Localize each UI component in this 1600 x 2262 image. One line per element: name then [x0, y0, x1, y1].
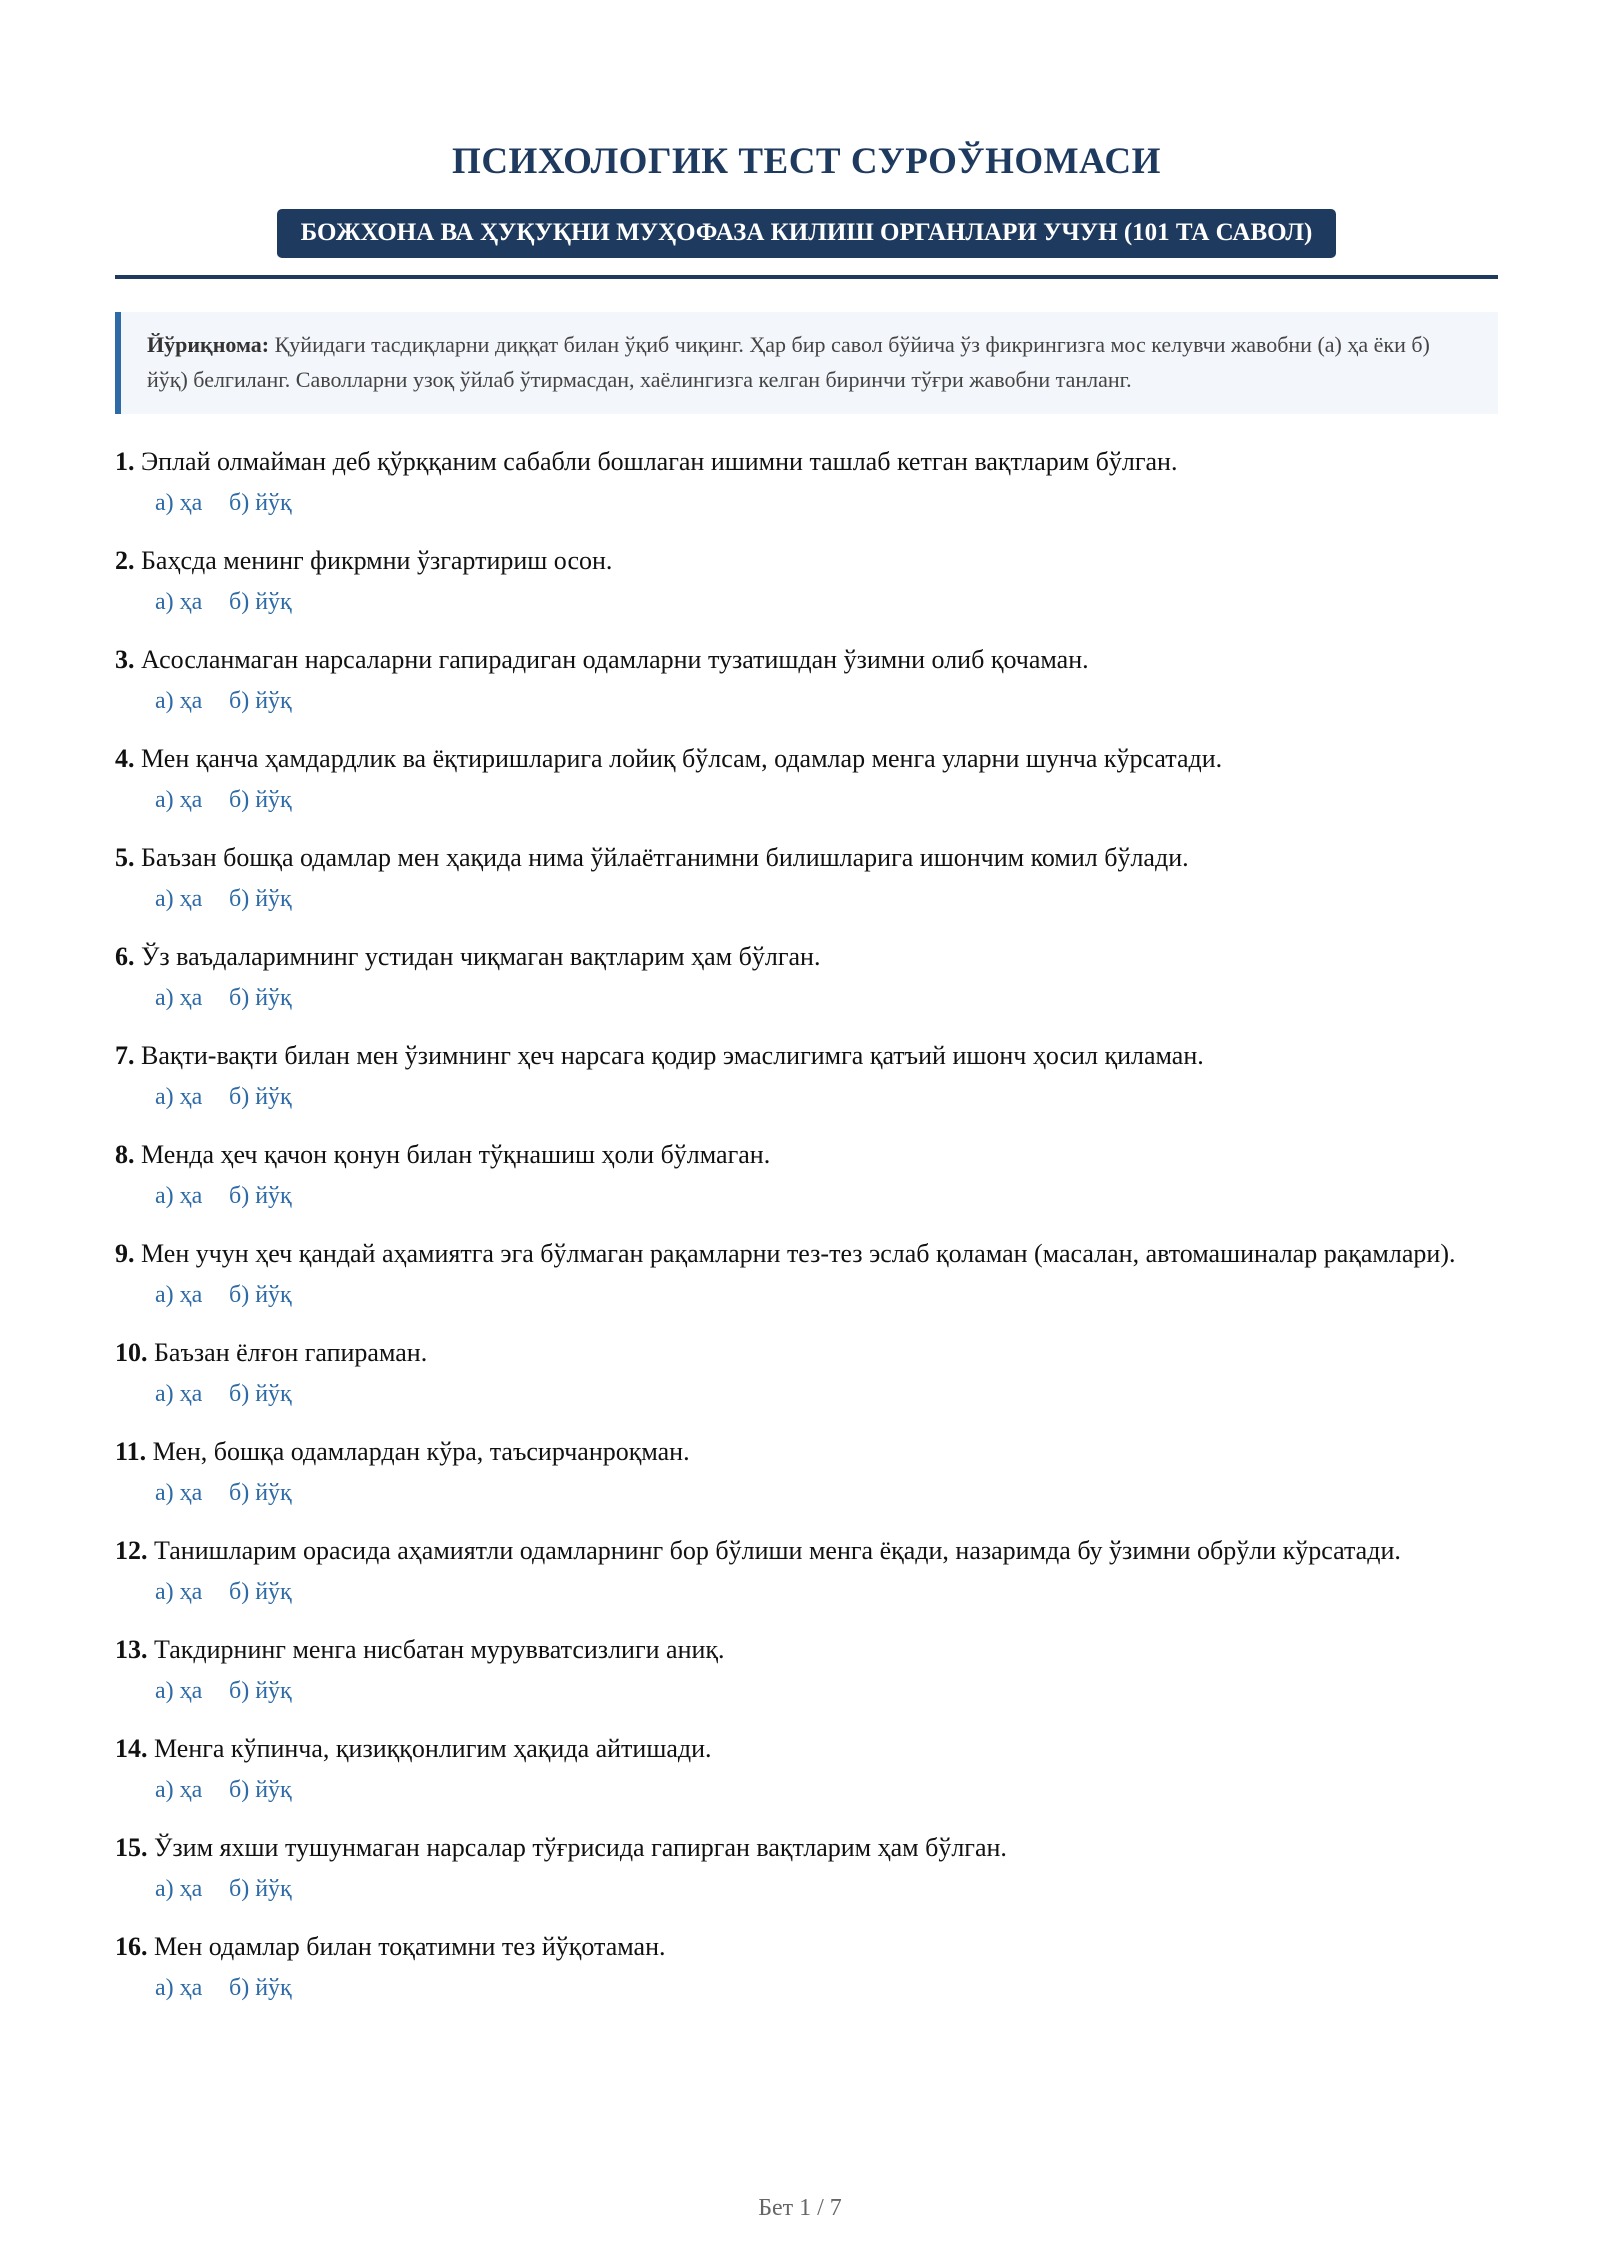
question-statement: Вақти-вақти билан мен ўзимнинг ҳеч нарсага қодир эмаслигимга қатъий ишонч ҳосил қиламан. — [141, 1041, 1204, 1070]
question-statement: Мен одамлар билан тоқатимни тез йўқотаман. — [154, 1932, 666, 1961]
answer-options — [115, 1870, 1498, 1908]
question-text — [115, 1729, 1498, 1769]
answer-options — [115, 880, 1498, 918]
question-item — [115, 1333, 1498, 1413]
answer-option-yes[interactable]: а) ҳа — [155, 886, 203, 912]
answer-options — [115, 1474, 1498, 1512]
question-number: 3. — [115, 645, 135, 674]
subtitle-wrapper — [115, 209, 1498, 258]
answer-option-no[interactable]: б) йўқ — [229, 490, 292, 516]
question-text — [115, 937, 1498, 977]
question-number: 11. — [115, 1437, 147, 1466]
answer-options — [115, 1375, 1498, 1413]
answer-options — [115, 484, 1498, 522]
question-text — [115, 1135, 1498, 1175]
question-text — [115, 1828, 1498, 1868]
question-statement: Менда ҳеч қачон қонун билан тўқнашиш ҳоли бўлмаган. — [141, 1140, 771, 1169]
question-number: 1. — [115, 447, 135, 476]
answer-option-yes[interactable]: а) ҳа — [155, 787, 203, 813]
question-text — [115, 838, 1498, 878]
question-text — [115, 1531, 1498, 1571]
question-statement: Эплай олмайман деб қўрққаним сабабли бошлаган ишимни ташлаб кетган вақтларим бўлган. — [141, 447, 1178, 476]
answer-option-no[interactable]: б) йўқ — [229, 886, 292, 912]
question-item — [115, 739, 1498, 819]
question-item — [115, 1828, 1498, 1908]
question-number: 10. — [115, 1338, 148, 1367]
question-item — [115, 937, 1498, 1017]
answer-options — [115, 1276, 1498, 1314]
question-statement: Мен қанча ҳамдардлик ва ёқтиришларига лойиқ бўлсам, одамлар менга уларни шунча кўрсатади. — [141, 744, 1223, 773]
question-item — [115, 1036, 1498, 1116]
question-number: 6. — [115, 942, 135, 971]
question-statement: Менга кўпинча, қизиққонлигим ҳақида айтишади. — [154, 1734, 712, 1763]
question-text — [115, 1234, 1498, 1274]
question-item — [115, 838, 1498, 918]
answer-options — [115, 682, 1498, 720]
question-text — [115, 1927, 1498, 1967]
answer-options — [115, 1969, 1498, 2007]
question-text — [115, 541, 1498, 581]
answer-option-yes[interactable]: а) ҳа — [155, 1381, 203, 1407]
answer-option-yes[interactable]: а) ҳа — [155, 1183, 203, 1209]
question-text — [115, 1036, 1498, 1076]
answer-options — [115, 583, 1498, 621]
question-statement: Танишларим орасида аҳамиятли одамларнинг бор бўлиши менга ёқади, назаримда бу ўзимни обрўли кўрсатади. — [154, 1536, 1401, 1565]
question-statement: Такдирнинг менга нисбатан мурувватсизлиги аниқ. — [154, 1635, 725, 1664]
question-number: 15. — [115, 1833, 148, 1862]
question-text — [115, 640, 1498, 680]
answer-option-yes[interactable]: а) ҳа — [155, 1480, 203, 1506]
question-number: 16. — [115, 1932, 148, 1961]
instructions-box — [115, 312, 1498, 414]
answer-option-no[interactable]: б) йўқ — [229, 1579, 292, 1605]
answer-option-no[interactable]: б) йўқ — [229, 1975, 292, 2001]
question-item — [115, 442, 1498, 522]
question-text — [115, 1630, 1498, 1670]
header-divider — [115, 275, 1498, 279]
page-number: Бет 1 / 7 — [758, 2195, 842, 2221]
question-statement: Баъзан ёлғон гапираман. — [154, 1338, 428, 1367]
instructions-text: Қуйидаги тасдиқларни диққат билан ўқиб чиқинг. Ҳар бир савол бўйича ўз фикрингизга мос келувчи жавобни (а) ҳа ёки б) йўқ) белгиланг. Саволларни узоқ ўйлаб ўтирмасдан, хаёлингизга келган биринчи тўғри жавобни танланг. — [147, 332, 1430, 392]
answer-option-yes[interactable]: а) ҳа — [155, 1678, 203, 1704]
answer-options — [115, 1078, 1498, 1116]
question-number: 5. — [115, 843, 135, 872]
question-text — [115, 442, 1498, 482]
question-number: 14. — [115, 1734, 148, 1763]
answer-option-no[interactable]: б) йўқ — [229, 1084, 292, 1110]
question-text — [115, 1333, 1498, 1373]
answer-option-yes[interactable]: а) ҳа — [155, 1084, 203, 1110]
question-item — [115, 1531, 1498, 1611]
answer-option-yes[interactable]: а) ҳа — [155, 1579, 203, 1605]
document-subtitle-banner: БОЖХОНА ВА ҲУҚУҚНИ МУҲОФАЗА КИЛИШ ОРГАНЛАРИ УЧУН (101 ТА САВОЛ) — [277, 209, 1337, 258]
question-item — [115, 1234, 1498, 1314]
question-number: 9. — [115, 1239, 135, 1268]
answer-option-yes[interactable]: а) ҳа — [155, 1777, 203, 1803]
answer-option-no[interactable]: б) йўқ — [229, 1678, 292, 1704]
answer-option-no[interactable]: б) йўқ — [229, 1282, 292, 1308]
answer-option-no[interactable]: б) йўқ — [229, 1876, 292, 1902]
answer-options — [115, 979, 1498, 1017]
answer-options — [115, 1177, 1498, 1215]
question-item — [115, 640, 1498, 720]
answer-option-no[interactable]: б) йўқ — [229, 688, 292, 714]
answer-option-yes[interactable]: а) ҳа — [155, 1975, 203, 2001]
answer-option-no[interactable]: б) йўқ — [229, 1777, 292, 1803]
answer-options — [115, 1672, 1498, 1710]
answer-option-no[interactable]: б) йўқ — [229, 787, 292, 813]
document-title: ПСИХОЛОГИК ТЕСТ СУРОЎНОМАСИ — [452, 141, 1161, 182]
answer-option-yes[interactable]: а) ҳа — [155, 490, 203, 516]
question-number: 8. — [115, 1140, 135, 1169]
question-list — [115, 442, 1498, 2007]
question-statement: Мен учун ҳеч қандай аҳамиятга эга бўлмаган рақамларни тез-тез эслаб қоламан (масалан, автомашиналар рақамлари). — [141, 1239, 1456, 1268]
answer-option-yes[interactable]: а) ҳа — [155, 688, 203, 714]
answer-option-yes[interactable]: а) ҳа — [155, 985, 203, 1011]
answer-option-no[interactable]: б) йўқ — [229, 1381, 292, 1407]
question-number: 13. — [115, 1635, 148, 1664]
answer-option-yes[interactable]: а) ҳа — [155, 589, 203, 615]
question-number: 12. — [115, 1536, 148, 1565]
question-statement: Мен, бошқа одамлардан кўра, таъсирчанроқман. — [152, 1437, 690, 1466]
instructions-label: Йўриқнома: — [147, 332, 270, 357]
document-page — [115, 0, 1498, 2026]
question-statement: Баъзан бошқа одамлар мен ҳақида нима ўйлаётганимни билишларига ишончим комил бўлади. — [141, 843, 1189, 872]
question-number: 2. — [115, 546, 135, 575]
answer-option-no[interactable]: б) йўқ — [229, 589, 292, 615]
question-statement: Ўзим яхши тушунмаган нарсалар тўғрисида гапирган вақтларим ҳам бўлган. — [154, 1833, 1007, 1862]
question-item — [115, 1630, 1498, 1710]
question-text — [115, 1432, 1498, 1472]
question-statement: Баҳсда менинг фикрмни ўзгартириш осон. — [141, 546, 613, 575]
answer-options — [115, 1771, 1498, 1809]
question-item — [115, 541, 1498, 621]
question-statement: Ўз ваъдаларимнинг устидан чиқмаган вақтларим ҳам бўлган. — [141, 942, 821, 971]
answer-option-no[interactable]: б) йўқ — [229, 985, 292, 1011]
question-number: 7. — [115, 1041, 135, 1070]
question-item — [115, 1432, 1498, 1512]
question-item — [115, 1135, 1498, 1215]
question-text — [115, 739, 1498, 779]
question-item — [115, 1927, 1498, 2007]
answer-options — [115, 1573, 1498, 1611]
question-statement: Асосланмаган нарсаларни гапирадиган одамларни тузатишдан ўзимни олиб қочаман. — [141, 645, 1089, 674]
answer-option-no[interactable]: б) йўқ — [229, 1183, 292, 1209]
answer-option-no[interactable]: б) йўқ — [229, 1480, 292, 1506]
question-number: 4. — [115, 744, 135, 773]
answer-option-yes[interactable]: а) ҳа — [155, 1876, 203, 1902]
answer-options — [115, 781, 1498, 819]
question-item — [115, 1729, 1498, 1809]
answer-option-yes[interactable]: а) ҳа — [155, 1282, 203, 1308]
